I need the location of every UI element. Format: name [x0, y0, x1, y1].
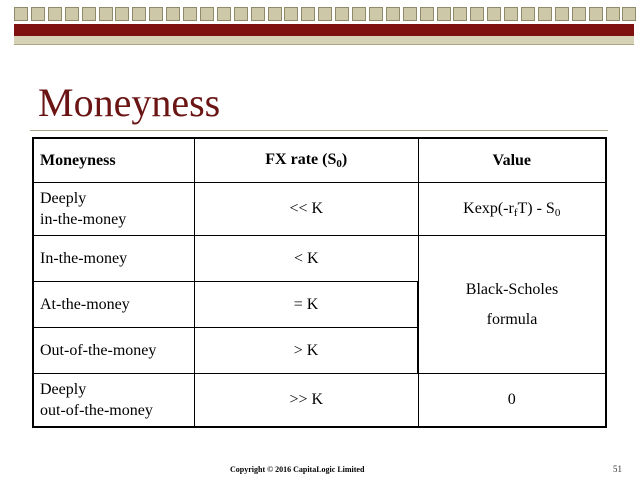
decor-square	[606, 7, 620, 21]
decor-square	[403, 7, 417, 21]
decor-square	[149, 7, 163, 21]
moneyness-line: Deeply	[40, 190, 87, 207]
table-header-row	[33, 138, 606, 183]
fx-rate-cell: << K	[195, 183, 419, 236]
square-pattern	[14, 7, 634, 23]
decor-square	[115, 7, 129, 21]
fx-rate-cell: >> K	[195, 374, 419, 428]
decor-square	[437, 7, 451, 21]
copyright-footer: Copyright © 2016 CapitaLogic Limited	[230, 465, 365, 474]
moneyness-line: in-the-money	[40, 211, 127, 228]
table-row	[33, 374, 606, 428]
fx-rate-cell: < K	[195, 236, 419, 282]
page-number: 51	[613, 464, 622, 474]
value-cell	[418, 183, 606, 236]
decor-square	[622, 7, 636, 21]
decor-square	[14, 7, 28, 21]
header-fx-rate-close: )	[341, 151, 348, 168]
decor-square	[31, 7, 45, 21]
value-cell-merged	[418, 236, 606, 374]
decor-square	[420, 7, 434, 21]
decor-square	[538, 7, 552, 21]
header-value: Value	[418, 138, 606, 183]
decor-square	[183, 7, 197, 21]
decor-square	[65, 7, 79, 21]
decor-square	[268, 7, 282, 21]
decor-square	[335, 7, 349, 21]
decor-square	[318, 7, 332, 21]
value-subscript: f	[513, 206, 518, 219]
decor-square	[99, 7, 113, 21]
moneyness-line: out-of-the-money	[40, 402, 153, 419]
value-text: formula	[486, 310, 538, 328]
header-fx-rate	[195, 138, 419, 183]
moneyness-table	[32, 137, 607, 428]
title-divider	[30, 130, 608, 131]
decor-square	[217, 7, 231, 21]
decor-square	[48, 7, 62, 21]
value-text: T) - S	[517, 199, 555, 217]
moneyness-cell: In-the-money	[33, 236, 195, 282]
decor-square	[352, 7, 366, 21]
decor-square	[589, 7, 603, 21]
decor-square	[301, 7, 315, 21]
decor-square	[82, 7, 96, 21]
decor-square	[453, 7, 467, 21]
header-bar-light	[14, 36, 634, 45]
fx-rate-cell: = K	[195, 282, 419, 328]
decor-square	[555, 7, 569, 21]
decor-square	[284, 7, 298, 21]
value-cell: 0	[418, 374, 606, 428]
header-moneyness: Moneyness	[33, 138, 195, 183]
decor-square	[234, 7, 248, 21]
moneyness-cell: At-the-money	[33, 282, 195, 328]
decor-square	[251, 7, 265, 21]
slide-title: Moneyness	[38, 80, 221, 125]
decor-square	[470, 7, 484, 21]
decor-square	[572, 7, 586, 21]
moneyness-line: Deeply	[40, 381, 87, 398]
decor-square	[487, 7, 501, 21]
table-row	[33, 236, 606, 282]
decor-square	[386, 7, 400, 21]
decor-square	[521, 7, 535, 21]
header-bar-dark	[14, 24, 634, 36]
table-row	[33, 183, 606, 236]
header-fx-rate-text: FX rate (S	[265, 151, 337, 168]
decor-square	[200, 7, 214, 21]
moneyness-cell	[33, 374, 195, 428]
value-subscript: 0	[554, 206, 561, 219]
decor-square	[504, 7, 518, 21]
decor-square	[166, 7, 180, 21]
header-fx-rate-subscript: 0	[336, 158, 342, 170]
fx-rate-cell: > K	[195, 328, 419, 374]
moneyness-cell: Out-of-the-money	[33, 328, 195, 374]
value-text: Black-Scholes	[465, 280, 559, 298]
value-text: Kexp(-r	[463, 199, 514, 217]
decor-square	[132, 7, 146, 21]
decor-square	[369, 7, 383, 21]
moneyness-cell	[33, 183, 195, 236]
